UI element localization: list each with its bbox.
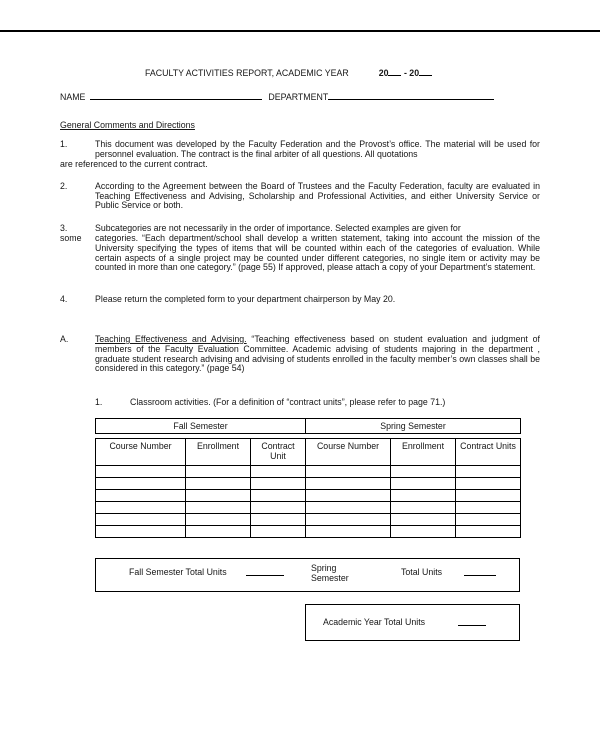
table-cell-empty xyxy=(391,465,456,477)
item-number: 1. xyxy=(60,139,68,150)
table-cell-empty xyxy=(96,489,186,501)
table-cell-empty xyxy=(391,477,456,489)
academic-year-total-blank xyxy=(458,618,486,626)
spring-semester-label: Spring Semester xyxy=(311,562,349,583)
table-empty-rows xyxy=(96,465,521,537)
table-cell-empty xyxy=(251,525,306,537)
section-a-paragraph xyxy=(95,335,540,374)
column-header-course-number-spring: Course Number xyxy=(306,438,391,465)
table-row xyxy=(96,525,521,537)
semester-totals-box xyxy=(95,558,520,592)
table-cell-empty xyxy=(391,525,456,537)
table-row xyxy=(96,501,521,513)
column-header-contract-units-spring: Contract Units xyxy=(456,438,521,465)
table-cell-empty xyxy=(306,465,391,477)
academic-year-total-box xyxy=(305,604,520,641)
section-a-text: “Teaching effectiveness based on student evaluation and judgment of members of the Faculty Evaluation Committee. Academic advising of students majoring in the department , graduate student research advising and advising of students enrolled in the faculty member’s own classes shall be considered in this category.” (page 54) xyxy=(95,333,540,374)
table-cell-empty xyxy=(456,525,521,537)
classroom-activities-item xyxy=(95,398,540,408)
item-number: 3. xyxy=(60,223,68,234)
item-text-column xyxy=(95,224,540,273)
table-row xyxy=(96,513,521,525)
table-cell-empty xyxy=(391,489,456,501)
table-cell-empty xyxy=(391,513,456,525)
department-blank-field xyxy=(328,92,494,100)
document-title: FACULTY ACTIVITIES REPORT, ACADEMIC YEAR xyxy=(145,68,349,78)
table-cell-empty xyxy=(391,501,456,513)
table-cell-empty xyxy=(251,465,306,477)
item-text: This document was developed by the Faculty Federation and the Provost’s office. The material will be used for personnel evaluation. The contract is the final arbiter of all questions. All quotations xyxy=(95,139,540,160)
table-row xyxy=(96,465,521,477)
column-header-enrollment-fall: Enrollment xyxy=(186,438,251,465)
table-row xyxy=(96,489,521,501)
table-cell-empty xyxy=(251,489,306,501)
general-comments-heading: General Comments and Directions xyxy=(60,119,195,130)
item-number: 4. xyxy=(60,294,68,305)
table-cell-empty xyxy=(456,477,521,489)
item-number-column xyxy=(60,224,95,244)
year-start-prefix: 20 xyxy=(378,68,389,78)
title-line xyxy=(60,68,540,79)
table-cell-empty xyxy=(96,513,186,525)
column-header-contract-unit-fall: Contract Unit xyxy=(251,438,306,465)
direction-item-2 xyxy=(60,182,540,211)
direction-item-3 xyxy=(60,224,540,273)
course-units-table xyxy=(95,438,521,538)
item-number: 2. xyxy=(60,180,68,191)
table-cell-empty xyxy=(96,525,186,537)
name-blank-field xyxy=(90,92,262,100)
table-row xyxy=(96,477,521,489)
spring-total-units-label: Total Units xyxy=(401,566,443,577)
spring-total-blank xyxy=(464,568,496,576)
table-cell-empty xyxy=(96,465,186,477)
fall-total-blank xyxy=(246,568,284,576)
direction-item-1 xyxy=(60,140,540,160)
table-cell-empty xyxy=(186,465,251,477)
semester-header-table xyxy=(95,418,521,434)
table-cell-empty xyxy=(456,489,521,501)
fall-semester-header: Fall Semester xyxy=(96,418,306,433)
fall-total-label: Fall Semester Total Units xyxy=(129,566,227,577)
direction-item-1-continuation: are referenced to the current contract. xyxy=(60,158,208,169)
sub-item-text: Classroom activities. (For a definition of “contract units”, please refer to page 71.) xyxy=(130,397,446,408)
academic-year-total-label: Academic Year Total Units xyxy=(323,616,426,627)
direction-item-4 xyxy=(60,295,540,305)
table-cell-empty xyxy=(251,477,306,489)
table-cell-empty xyxy=(96,501,186,513)
table-cell-empty xyxy=(96,477,186,489)
classroom-activities-table xyxy=(95,418,520,538)
table-cell-empty xyxy=(186,477,251,489)
column-header-enrollment-spring: Enrollment xyxy=(391,438,456,465)
item-text-rest: categories. “Each department/school shall develop a written statement, taking into account the mission of the University specifying the types of items that will be counted within each of the categories of evaluation. While certain aspects of a single project may be counted under different categories, no single item or activity may be counted in more than one category.” (page 55) If approved, please attach a copy of your Department’s statement. xyxy=(95,232,540,273)
table-cell-empty xyxy=(186,525,251,537)
document-content xyxy=(60,32,540,641)
spring-semester-header: Spring Semester xyxy=(306,418,521,433)
academic-year-group xyxy=(379,68,432,78)
table-cell-empty xyxy=(306,489,391,501)
item-text: According to the Agreement between the Board of Trustees and the Faculty Federation, faculty are evaluated in Teaching Effectiveness and Advising, Scholarship and Professional Activities, and either University Service or Public Service or both. xyxy=(95,180,540,211)
table-cell-empty xyxy=(456,465,521,477)
name-label: NAME xyxy=(60,91,86,102)
table-cell-empty xyxy=(306,513,391,525)
table-cell-empty xyxy=(251,501,306,513)
table-cell-empty xyxy=(456,501,521,513)
table-cell-empty xyxy=(306,501,391,513)
table-cell-empty xyxy=(306,477,391,489)
table-cell-empty xyxy=(306,525,391,537)
item-text-line1: Subcategories are not necessarily in the order of importance. Selected examples are given for xyxy=(95,223,461,234)
table-cell-empty xyxy=(456,513,521,525)
sub-item-number: 1. xyxy=(95,397,103,408)
semester-header-row xyxy=(96,418,521,433)
column-header-course-number-fall: Course Number xyxy=(96,438,186,465)
table-cell-empty xyxy=(186,489,251,501)
item-margin-word: some xyxy=(60,232,82,243)
year-dash: - 20 xyxy=(403,68,420,78)
department-label: DEPARTMENT xyxy=(268,91,329,102)
table-cell-empty xyxy=(251,513,306,525)
section-a-heading: Teaching Effectiveness and Advising. xyxy=(95,333,247,344)
name-department-line xyxy=(60,92,540,103)
column-header-row xyxy=(96,438,521,465)
section-letter: A. xyxy=(60,333,69,344)
year-start-blank xyxy=(388,68,401,76)
year-end-blank xyxy=(419,68,432,76)
table-cell-empty xyxy=(186,513,251,525)
item-text: Please return the completed form to your department chairperson by May 20. xyxy=(95,294,396,305)
section-a-teaching-effectiveness xyxy=(60,335,540,374)
table-cell-empty xyxy=(186,501,251,513)
